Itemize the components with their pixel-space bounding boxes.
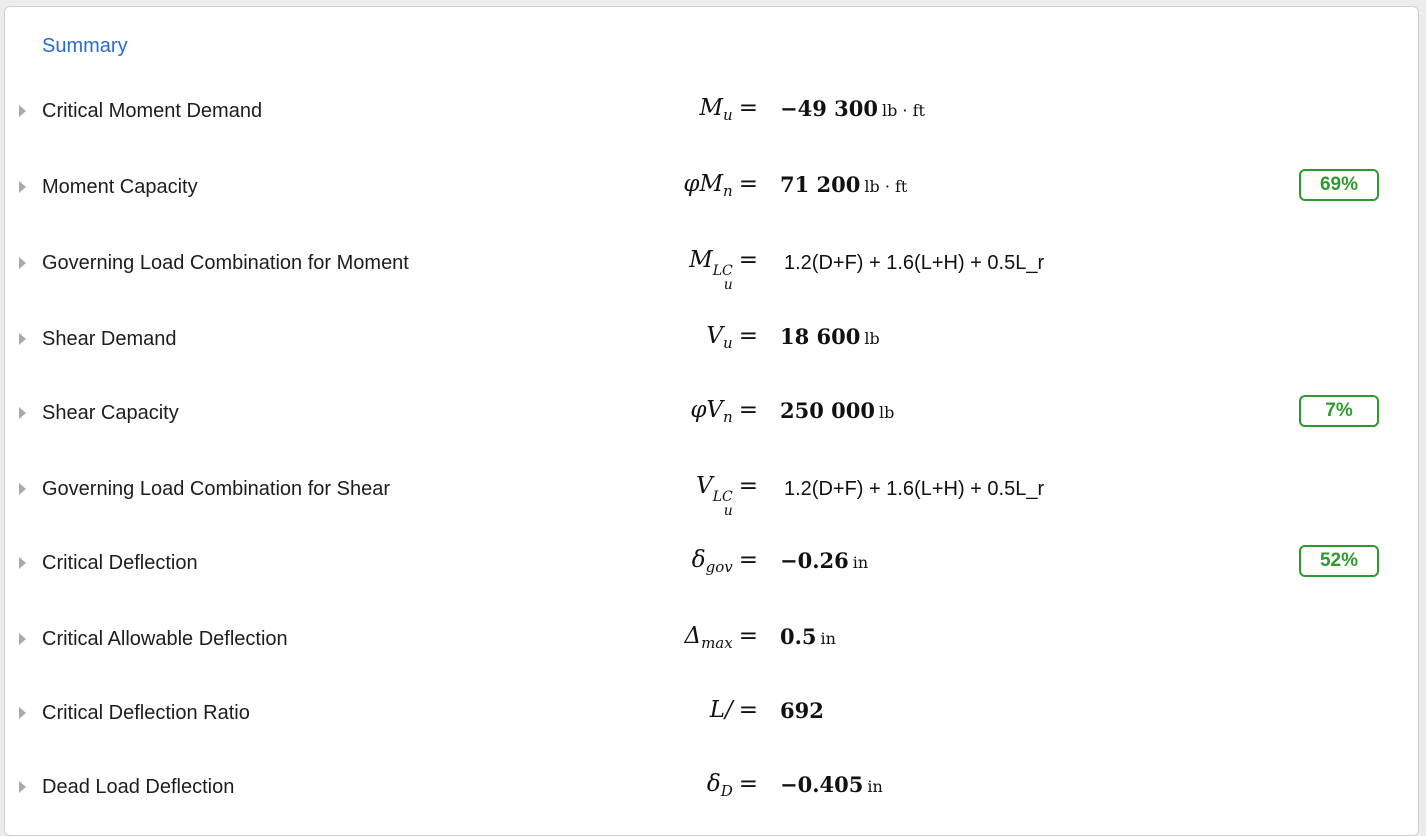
utilization-badge: 52% (1299, 545, 1379, 577)
expand-caret-icon[interactable] (19, 557, 26, 569)
math-symbol: $V_u$ = (706, 323, 758, 352)
row-value: 1.2(D+F) + 1.6(L+H) + 0.5L_r (784, 252, 1045, 274)
expand-caret-icon[interactable] (19, 257, 26, 269)
expand-caret-icon[interactable] (19, 181, 26, 193)
summary-row-shear-capacity[interactable] (5, 393, 1418, 433)
utilization-badge: 7% (1299, 395, 1379, 427)
expand-caret-icon[interactable] (19, 707, 26, 719)
math-symbol: $\varphi V_n$ = (690, 397, 758, 426)
summary-row-dead-load-deflection[interactable] (5, 767, 1418, 807)
expand-caret-icon[interactable] (19, 633, 26, 645)
row-label[interactable]: Shear Capacity (42, 402, 179, 424)
row-value: 692 (780, 698, 824, 723)
summary-row-critical-deflection-ratio[interactable] (5, 693, 1418, 733)
math-symbol: M LC u = (689, 247, 758, 293)
row-label[interactable]: Critical Deflection (42, 552, 198, 574)
expand-caret-icon[interactable] (19, 105, 26, 117)
row-label[interactable]: Governing Load Combination for Shear (42, 478, 390, 500)
row-value: −49 300 lb · ft (780, 96, 925, 121)
row-label[interactable]: Critical Allowable Deflection (42, 628, 288, 650)
row-value: 1.2(D+F) + 1.6(L+H) + 0.5L_r (784, 478, 1045, 500)
row-value: 71 200 lb · ft (780, 172, 908, 197)
summary-row-shear-demand[interactable] (5, 319, 1418, 359)
summary-row-critical-allowable-deflection[interactable] (5, 619, 1418, 659)
summary-row-governing-load-combination-shear[interactable] (5, 469, 1418, 519)
row-label[interactable]: Shear Demand (42, 328, 177, 350)
utilization-badge: 69% (1299, 169, 1379, 201)
summary-row-moment-capacity[interactable] (5, 167, 1418, 207)
row-label[interactable]: Moment Capacity (42, 176, 198, 198)
expand-caret-icon[interactable] (19, 333, 26, 345)
row-label[interactable]: Critical Moment Demand (42, 100, 263, 122)
math-symbol: $\Delta_{max}$ = (684, 623, 758, 652)
expand-caret-icon[interactable] (19, 781, 26, 793)
row-label[interactable]: Critical Deflection Ratio (42, 702, 250, 724)
math-symbol: V LC u = (696, 473, 758, 519)
summary-row-governing-load-combination-moment[interactable] (5, 243, 1418, 293)
summary-link[interactable]: Summary (42, 35, 128, 57)
expand-caret-icon[interactable] (19, 407, 26, 419)
row-value: −0.405 in (780, 772, 883, 797)
math-symbol: L/ = (709, 697, 758, 723)
row-value: −0.26 in (780, 548, 869, 573)
summary-panel (4, 6, 1419, 836)
row-label[interactable]: Dead Load Deflection (42, 776, 235, 798)
row-value: 250 000 lb (780, 398, 895, 423)
math-symbol: $\varphi M_n$ = (683, 171, 758, 200)
row-value: 18 600 lb (780, 324, 880, 349)
expand-caret-icon[interactable] (19, 483, 26, 495)
math-symbol: $\delta_D$ = (706, 771, 758, 800)
summary-row-critical-deflection[interactable] (5, 543, 1418, 583)
math-symbol: $M_u$ = (699, 95, 758, 124)
summary-row-critical-moment-demand[interactable] (5, 91, 1418, 131)
row-label[interactable]: Governing Load Combination for Moment (42, 252, 409, 274)
math-symbol: $\delta_{gov}$ = (691, 547, 758, 576)
row-value: 0.5 in (780, 624, 836, 649)
